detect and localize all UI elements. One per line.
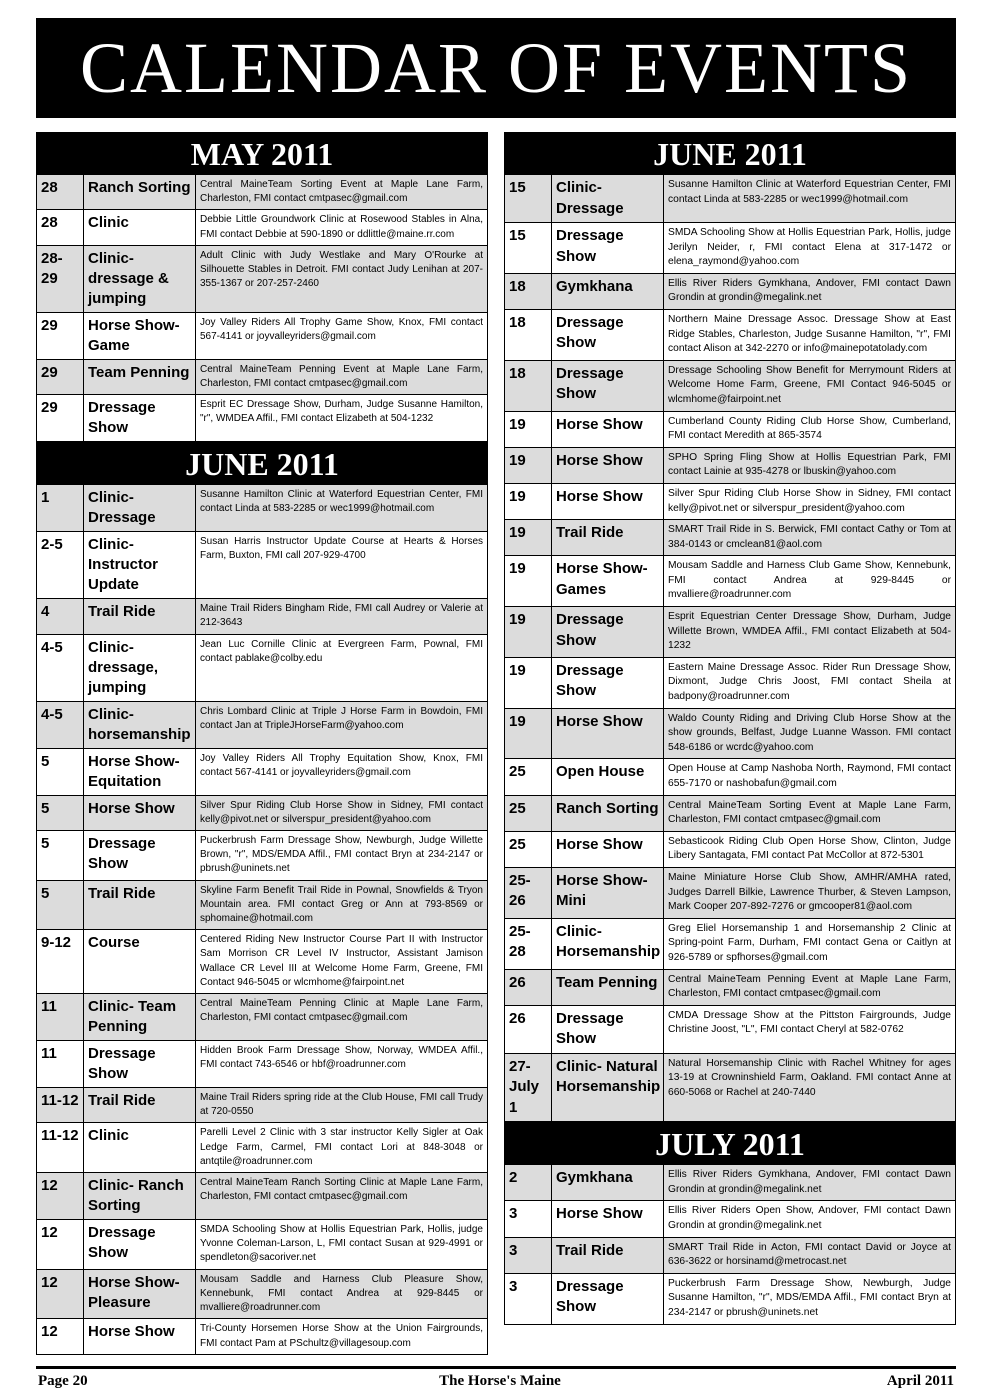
- event-date: 5: [37, 748, 84, 795]
- event-description: SPHO Spring Fling Show at Hollis Equestrian Park, FMI contact Lainie at 935-4278 or lbuskin@yahoo.com: [664, 447, 956, 483]
- event-date: 4: [37, 599, 84, 634]
- event-row: [505, 447, 956, 483]
- event-description: Esprit Equestrian Center Dressage Show, Durham, Judge Willette Brown, WMDEA Affil., FMI contact Elizabeth at 504-1232: [664, 607, 956, 658]
- event-row: [37, 634, 488, 701]
- event-description: Mousam Saddle and Harness Club Game Show, Kennebunk, FMI contact Andrea at 929-8445 or mvalliere@roadrunner.com: [664, 556, 956, 607]
- event-description: Central MaineTeam Sorting Event at Maple Lane Farm, Charleston, FMI contact cmtpasec@gmail.com: [196, 175, 488, 210]
- event-description: Sebasticook Riding Club Open Horse Show, Clinton, Judge Libery Santagata, FMI contact Pat McCollor at 872-5301: [664, 831, 956, 867]
- event-row: [505, 831, 956, 867]
- event-date: 9-12: [37, 930, 84, 994]
- event-type: Gymkhana: [552, 1165, 664, 1201]
- event-date: 15: [505, 175, 552, 223]
- event-type: Clinic- Natural Horsemanship: [552, 1053, 664, 1122]
- event-description: Jean Luc Cornille Clinic at Evergreen Farm, Pownal, FMI contact pablake@colby.edu: [196, 634, 488, 701]
- event-row: [37, 831, 488, 881]
- event-date: 25-26: [505, 867, 552, 918]
- event-type: Gymkhana: [552, 273, 664, 309]
- month-heading: JULY 2011: [504, 1122, 956, 1164]
- event-date: 26: [505, 969, 552, 1005]
- event-row: [505, 918, 956, 969]
- event-type: Horse Show- Mini: [552, 867, 664, 918]
- event-description: Silver Spur Riding Club Horse Show in Sidney, FMI contact kelly@pivot.net or silverspur_president@yahoo.com: [196, 795, 488, 830]
- event-type: Clinic- Team Penning: [84, 994, 196, 1041]
- event-type: Team Penning: [552, 969, 664, 1005]
- event-row: [505, 969, 956, 1005]
- event-date: 5: [37, 795, 84, 830]
- event-row: [37, 245, 488, 312]
- event-date: 28-29: [37, 245, 84, 312]
- event-row: [505, 483, 956, 519]
- event-date: 3: [505, 1237, 552, 1273]
- event-row: [37, 1220, 488, 1270]
- event-row: [37, 795, 488, 830]
- event-type: Clinic- Dressage: [84, 485, 196, 532]
- event-row: [37, 359, 488, 394]
- event-description: Parelli Level 2 Clinic with 3 star instructor Kelly Sigler at Oak Ledge Farm, Carmel, FMI contact Lori at 848-3048 or antqtile@roadrunner.com: [196, 1123, 488, 1173]
- event-type: Clinic- dressage, jumping: [84, 634, 196, 701]
- event-type: Clinic: [84, 210, 196, 245]
- event-row: [37, 1319, 488, 1354]
- event-row: [505, 360, 956, 411]
- event-row: [505, 1053, 956, 1122]
- event-type: Dressage Show: [84, 395, 196, 442]
- events-table: [504, 174, 956, 1122]
- event-date: 4-5: [37, 701, 84, 748]
- event-date: 3: [505, 1201, 552, 1237]
- event-date: 3: [505, 1273, 552, 1324]
- event-date: 25-28: [505, 918, 552, 969]
- event-type: Horse Show: [552, 831, 664, 867]
- event-row: [37, 599, 488, 634]
- event-type: Course: [84, 930, 196, 994]
- event-date: 5: [37, 831, 84, 881]
- event-type: Trail Ride: [552, 1237, 664, 1273]
- event-description: Joy Valley Riders All Trophy Equitation Show, Knox, FMI contact 567-4141 or joyvalleyriders@gmail.com: [196, 748, 488, 795]
- events-table: [36, 174, 488, 442]
- publication-name: The Horse's Maine: [439, 1373, 561, 1389]
- event-row: [505, 309, 956, 360]
- right-column: [504, 132, 956, 1325]
- event-row: [37, 701, 488, 748]
- event-row: [37, 930, 488, 994]
- event-type: Horse Show: [552, 447, 664, 483]
- event-type: Dressage Show: [552, 309, 664, 360]
- event-date: 18: [505, 273, 552, 309]
- event-row: [505, 795, 956, 831]
- event-type: Dressage Show: [552, 657, 664, 708]
- event-description: SMART Trail Ride in Acton, FMI contact David or Joyce at 636-3622 or horsinamd@metrocast.net: [664, 1237, 956, 1273]
- event-description: Susanne Hamilton Clinic at Waterford Equestrian Center, FMI contact Linda at 583-2285 or wec1999@hotmail.com: [664, 175, 956, 223]
- event-row: [505, 759, 956, 795]
- event-date: 5: [37, 880, 84, 930]
- event-description: Dressage Schooling Show Benefit for Merrymount Riders at Welcome Home Farm, Greene, FMI Contact 946-5045 or wlcmhome@fairpoint.net: [664, 360, 956, 411]
- event-row: [505, 1165, 956, 1201]
- event-type: Dressage Show: [552, 1005, 664, 1053]
- event-type: Trail Ride: [552, 520, 664, 556]
- event-row: [37, 1269, 488, 1319]
- event-date: 26: [505, 1005, 552, 1053]
- month-heading: MAY 2011: [36, 132, 488, 174]
- event-description: Cumberland County Riding Club Horse Show, Cumberland, FMI contact Meredith at 865-3574: [664, 411, 956, 447]
- event-row: [505, 411, 956, 447]
- event-description: Maine Trail Riders spring ride at the Club House, FMI call Trudy at 720-0550: [196, 1088, 488, 1123]
- event-description: Hidden Brook Farm Dressage Show, Norway, WMDEA Affil., FMI contact 743-6546 or hbf@roadrunner.com: [196, 1041, 488, 1088]
- event-type: Horse Show: [552, 411, 664, 447]
- event-description: Eastern Maine Dressage Assoc. Rider Run Dressage Show, Dixmont, Judge Chris Joost, FMI contact Sheila at badpony@roadrunner.com: [664, 657, 956, 708]
- event-type: Dressage Show: [552, 1273, 664, 1324]
- event-description: Northern Maine Dressage Assoc. Dressage Show at East Ridge Stables, Charleston, Judge Susanne Hamilton, "r", FMI contact Alison at 342-2270 or info@mainepotatolady.com: [664, 309, 956, 360]
- event-type: Trail Ride: [84, 880, 196, 930]
- event-type: Team Penning: [84, 359, 196, 394]
- event-type: Horse Show: [84, 795, 196, 830]
- event-row: [505, 607, 956, 658]
- month-heading: JUNE 2011: [36, 442, 488, 484]
- event-row: [505, 867, 956, 918]
- event-row: [505, 1201, 956, 1237]
- event-date: 19: [505, 483, 552, 519]
- event-description: Waldo County Riding and Driving Club Horse Show at the show grounds, Belfast, Judge Luanne Wasson. FMI contact 548-6186 or wcrdc@yahoo.com: [664, 708, 956, 759]
- event-description: Greg Eliel Horsemanship 1 and Horsemanship 2 Clinic at Spring-point Farm, Durham, FMI contact Gena or Caitlyn at 926-5789 or spfhorses@gmail.com: [664, 918, 956, 969]
- event-type: Dressage Show: [84, 831, 196, 881]
- event-date: 29: [37, 395, 84, 442]
- event-row: [37, 994, 488, 1041]
- event-type: Horse Show- Equitation: [84, 748, 196, 795]
- event-description: SMDA Schooling Show at Hollis Equestrian Park, Hollis, judge Jerilyn Neider, r, FMI contact Elena at 317-1472 or elena_raymond@yahoo.com: [664, 223, 956, 274]
- event-date: 29: [37, 359, 84, 394]
- event-description: Puckerbrush Farm Dressage Show, Newburgh, Judge Willette Brown, "r", MDS/EMDA Affil., FMI contact Bryn at 234-2147 or pbrush@uninets.net: [196, 831, 488, 881]
- event-row: [37, 1041, 488, 1088]
- event-date: 12: [37, 1269, 84, 1319]
- event-date: 28: [37, 210, 84, 245]
- left-column: [36, 132, 488, 1355]
- event-description: Adult Clinic with Judy Westlake and Mary O'Rourke at Silhouette Stables in Detroit. FMI contact Judy Lenihan at 207-355-1367 or 207-257-2460: [196, 245, 488, 312]
- event-row: [37, 532, 488, 599]
- event-date: 25: [505, 795, 552, 831]
- event-row: [505, 223, 956, 274]
- event-description: Susan Harris Instructor Update Course at Hearts & Horses Farm, Buxton, FMI call 207-929-4700: [196, 532, 488, 599]
- event-date: 19: [505, 657, 552, 708]
- event-date: 1: [37, 485, 84, 532]
- event-row: [37, 748, 488, 795]
- event-type: Trail Ride: [84, 599, 196, 634]
- event-row: [37, 485, 488, 532]
- event-date: 19: [505, 607, 552, 658]
- event-row: [505, 657, 956, 708]
- event-row: [37, 1088, 488, 1123]
- event-description: Open House at Camp Nashoba North, Raymond, FMI contact 655-7170 or nashobafun@gmail.com: [664, 759, 956, 795]
- event-date: 28: [37, 175, 84, 210]
- event-type: Clinic- dressage & jumping: [84, 245, 196, 312]
- event-row: [505, 1005, 956, 1053]
- event-date: 11-12: [37, 1123, 84, 1173]
- footer-rule: [36, 1366, 956, 1369]
- event-description: Maine Miniature Horse Club Show, AMHR/AMHA rated, Judges Darrell Bilkie, Lawrence Thurber, & Steven Lampson, Mark Cooper 207-892-7276 or gmcooper81@aol.com: [664, 867, 956, 918]
- event-description: Mousam Saddle and Harness Club Pleasure Show, Kennebunk, FMI contact Andrea at 929-8445 or mvalliere@roadrunner.com: [196, 1269, 488, 1319]
- event-date: 18: [505, 309, 552, 360]
- event-description: Natural Horsemanship Clinic with Rachel Whitney for ages 13-19 at Crowninshield Farm, Oakland. FMI contact Anne at 660-5068 or Rachel at 240-7440: [664, 1053, 956, 1122]
- event-description: Tri-County Horsemen Horse Show at the Union Fairgrounds, FMI contact Pam at PSchultz@villagesoup.com: [196, 1319, 488, 1354]
- event-row: [505, 175, 956, 223]
- event-type: Horse Show: [552, 1201, 664, 1237]
- event-row: [505, 708, 956, 759]
- event-row: [505, 556, 956, 607]
- event-date: 18: [505, 360, 552, 411]
- event-type: Horse Show: [552, 708, 664, 759]
- event-row: [505, 1237, 956, 1273]
- event-date: 19: [505, 411, 552, 447]
- event-type: Ranch Sorting: [552, 795, 664, 831]
- event-description: Esprit EC Dressage Show, Durham, Judge Susanne Hamilton, "r", WMDEA Affil., FMI contact Elizabeth at 504-1232: [196, 395, 488, 442]
- event-type: Horse Show- Game: [84, 312, 196, 359]
- event-description: Debbie Little Groundwork Clinic at Rosewood Stables in Alna, FMI contact Debbie at 590-1890 or ddlittle@maine.rr.com: [196, 210, 488, 245]
- event-description: Central MaineTeam Sorting Event at Maple Lane Farm, Charleston, FMI contact cmtpasec@gmail.com: [664, 795, 956, 831]
- month-heading: JUNE 2011: [504, 132, 956, 174]
- event-date: 25: [505, 831, 552, 867]
- event-type: Ranch Sorting: [84, 175, 196, 210]
- event-row: [37, 1123, 488, 1173]
- event-row: [37, 312, 488, 359]
- events-table: [504, 1164, 956, 1324]
- event-description: Ellis River Riders Gymkhana, Andover, FMI contact Dawn Grondin at grondin@megalink.net: [664, 273, 956, 309]
- event-description: Ellis River Riders Open Show, Andover, FMI contact Dawn Grondin at grondin@megalink.net: [664, 1201, 956, 1237]
- event-description: Central MaineTeam Penning Event at Maple Lane Farm, Charleston, FMI contact cmtpasec@gmail.com: [196, 359, 488, 394]
- event-type: Horse Show: [84, 1319, 196, 1354]
- event-description: Joy Valley Riders All Trophy Game Show, Knox, FMI contact 567-4141 or joyvalleyriders@gmail.com: [196, 312, 488, 359]
- event-type: Clinic- Dressage: [552, 175, 664, 223]
- event-date: 27-July 1: [505, 1053, 552, 1122]
- event-date: 29: [37, 312, 84, 359]
- event-row: [37, 880, 488, 930]
- event-type: Open House: [552, 759, 664, 795]
- event-type: Horse Show- Pleasure: [84, 1269, 196, 1319]
- issue-date: April 2011: [886, 1373, 954, 1389]
- event-type: Clinic- horsemanship: [84, 701, 196, 748]
- event-row: [505, 273, 956, 309]
- event-type: Clinic- Horsemanship: [552, 918, 664, 969]
- event-date: 11: [37, 1041, 84, 1088]
- event-description: Chris Lombard Clinic at Triple J Horse Farm in Bowdoin, FMI contact Jan at TripleJHorseFarm@yahoo.com: [196, 701, 488, 748]
- event-description: Central MaineTeam Ranch Sorting Clinic at Maple Lane Farm, Charleston, FMI contact cmtpasec@gmail.com: [196, 1173, 488, 1220]
- event-date: 12: [37, 1319, 84, 1354]
- event-type: Dressage Show: [552, 223, 664, 274]
- event-row: [37, 175, 488, 210]
- event-description: Maine Trail Riders Bingham Ride, FMI call Audrey or Valerie at 212-3643: [196, 599, 488, 634]
- event-description: Skyline Farm Benefit Trail Ride in Pownal, Snowfields & Tryon Mountain area. FMI contact Greg or Ann at 793-8569 or sphomaine@hotmail.com: [196, 880, 488, 930]
- event-date: 25: [505, 759, 552, 795]
- event-date: 19: [505, 447, 552, 483]
- event-description: Central MaineTeam Penning Clinic at Maple Lane Farm, Charleston, FMI contact cmtpasec@gmail.com: [196, 994, 488, 1041]
- event-type: Clinic: [84, 1123, 196, 1173]
- event-row: [37, 1173, 488, 1220]
- event-description: Ellis River Riders Gymkhana, Andover, FMI contact Dawn Grondin at grondin@megalink.net: [664, 1165, 956, 1201]
- event-type: Clinic- Ranch Sorting: [84, 1173, 196, 1220]
- event-description: Centered Riding New Instructor Course Part II with Instructor Sam Morrison CR Level IV Instructor, Assistant Jamison Wallace CR Level III at Welcome Home Farm, Greene, FMI Contact 946-5045 or wlcmhome@fairpoint.net: [196, 930, 488, 994]
- event-row: [505, 520, 956, 556]
- event-row: [37, 210, 488, 245]
- event-date: 4-5: [37, 634, 84, 701]
- page-title: CALENDAR OF EVENTS: [36, 18, 956, 118]
- event-row: [37, 395, 488, 442]
- event-type: Dressage Show: [84, 1220, 196, 1270]
- event-date: 11-12: [37, 1088, 84, 1123]
- event-description: SMART Trail Ride in S. Berwick, FMI contact Cathy or Tom at 384-0143 or cmclean81@aol.com: [664, 520, 956, 556]
- event-date: 2-5: [37, 532, 84, 599]
- page-number: Page 20: [38, 1373, 88, 1389]
- event-type: Dressage Show: [552, 360, 664, 411]
- event-date: 15: [505, 223, 552, 274]
- event-description: Silver Spur Riding Club Horse Show in Sidney, FMI contact kelly@pivot.net or silverspur_president@yahoo.com: [664, 483, 956, 519]
- event-date: 11: [37, 994, 84, 1041]
- event-date: 19: [505, 708, 552, 759]
- event-date: 19: [505, 556, 552, 607]
- event-type: Clinic- Instructor Update: [84, 532, 196, 599]
- event-date: 19: [505, 520, 552, 556]
- event-description: CMDA Dressage Show at the Pittston Fairgrounds, Judge Christine Joost, "L", FMI contact Cheryl at 582-0762: [664, 1005, 956, 1053]
- event-type: Dressage Show: [84, 1041, 196, 1088]
- event-date: 12: [37, 1220, 84, 1270]
- event-row: [505, 1273, 956, 1324]
- event-type: Dressage Show: [552, 607, 664, 658]
- event-date: 12: [37, 1173, 84, 1220]
- event-date: 2: [505, 1165, 552, 1201]
- events-table: [36, 484, 488, 1354]
- event-description: Central MaineTeam Penning Event at Maple Lane Farm, Charleston, FMI contact cmtpasec@gmail.com: [664, 969, 956, 1005]
- event-description: Susanne Hamilton Clinic at Waterford Equestrian Center, FMI contact Linda at 583-2285 or wec1999@hotmail.com: [196, 485, 488, 532]
- event-description: SMDA Schooling Show at Hollis Equestrian Park, Hollis, judge Yvonne Coleman-Larson, L, FMI contact Susan at 929-4991 or spendleton@sacoriver.net: [196, 1220, 488, 1270]
- event-type: Trail Ride: [84, 1088, 196, 1123]
- event-description: Puckerbrush Farm Dressage Show, Newburgh, Judge Susanne Hamilton, "r", MDS/EMDA Affil., FMI contact Bryn at 234-2147 or pbrush@uninets.net: [664, 1273, 956, 1324]
- event-type: Horse Show: [552, 483, 664, 519]
- event-type: Horse Show- Games: [552, 556, 664, 607]
